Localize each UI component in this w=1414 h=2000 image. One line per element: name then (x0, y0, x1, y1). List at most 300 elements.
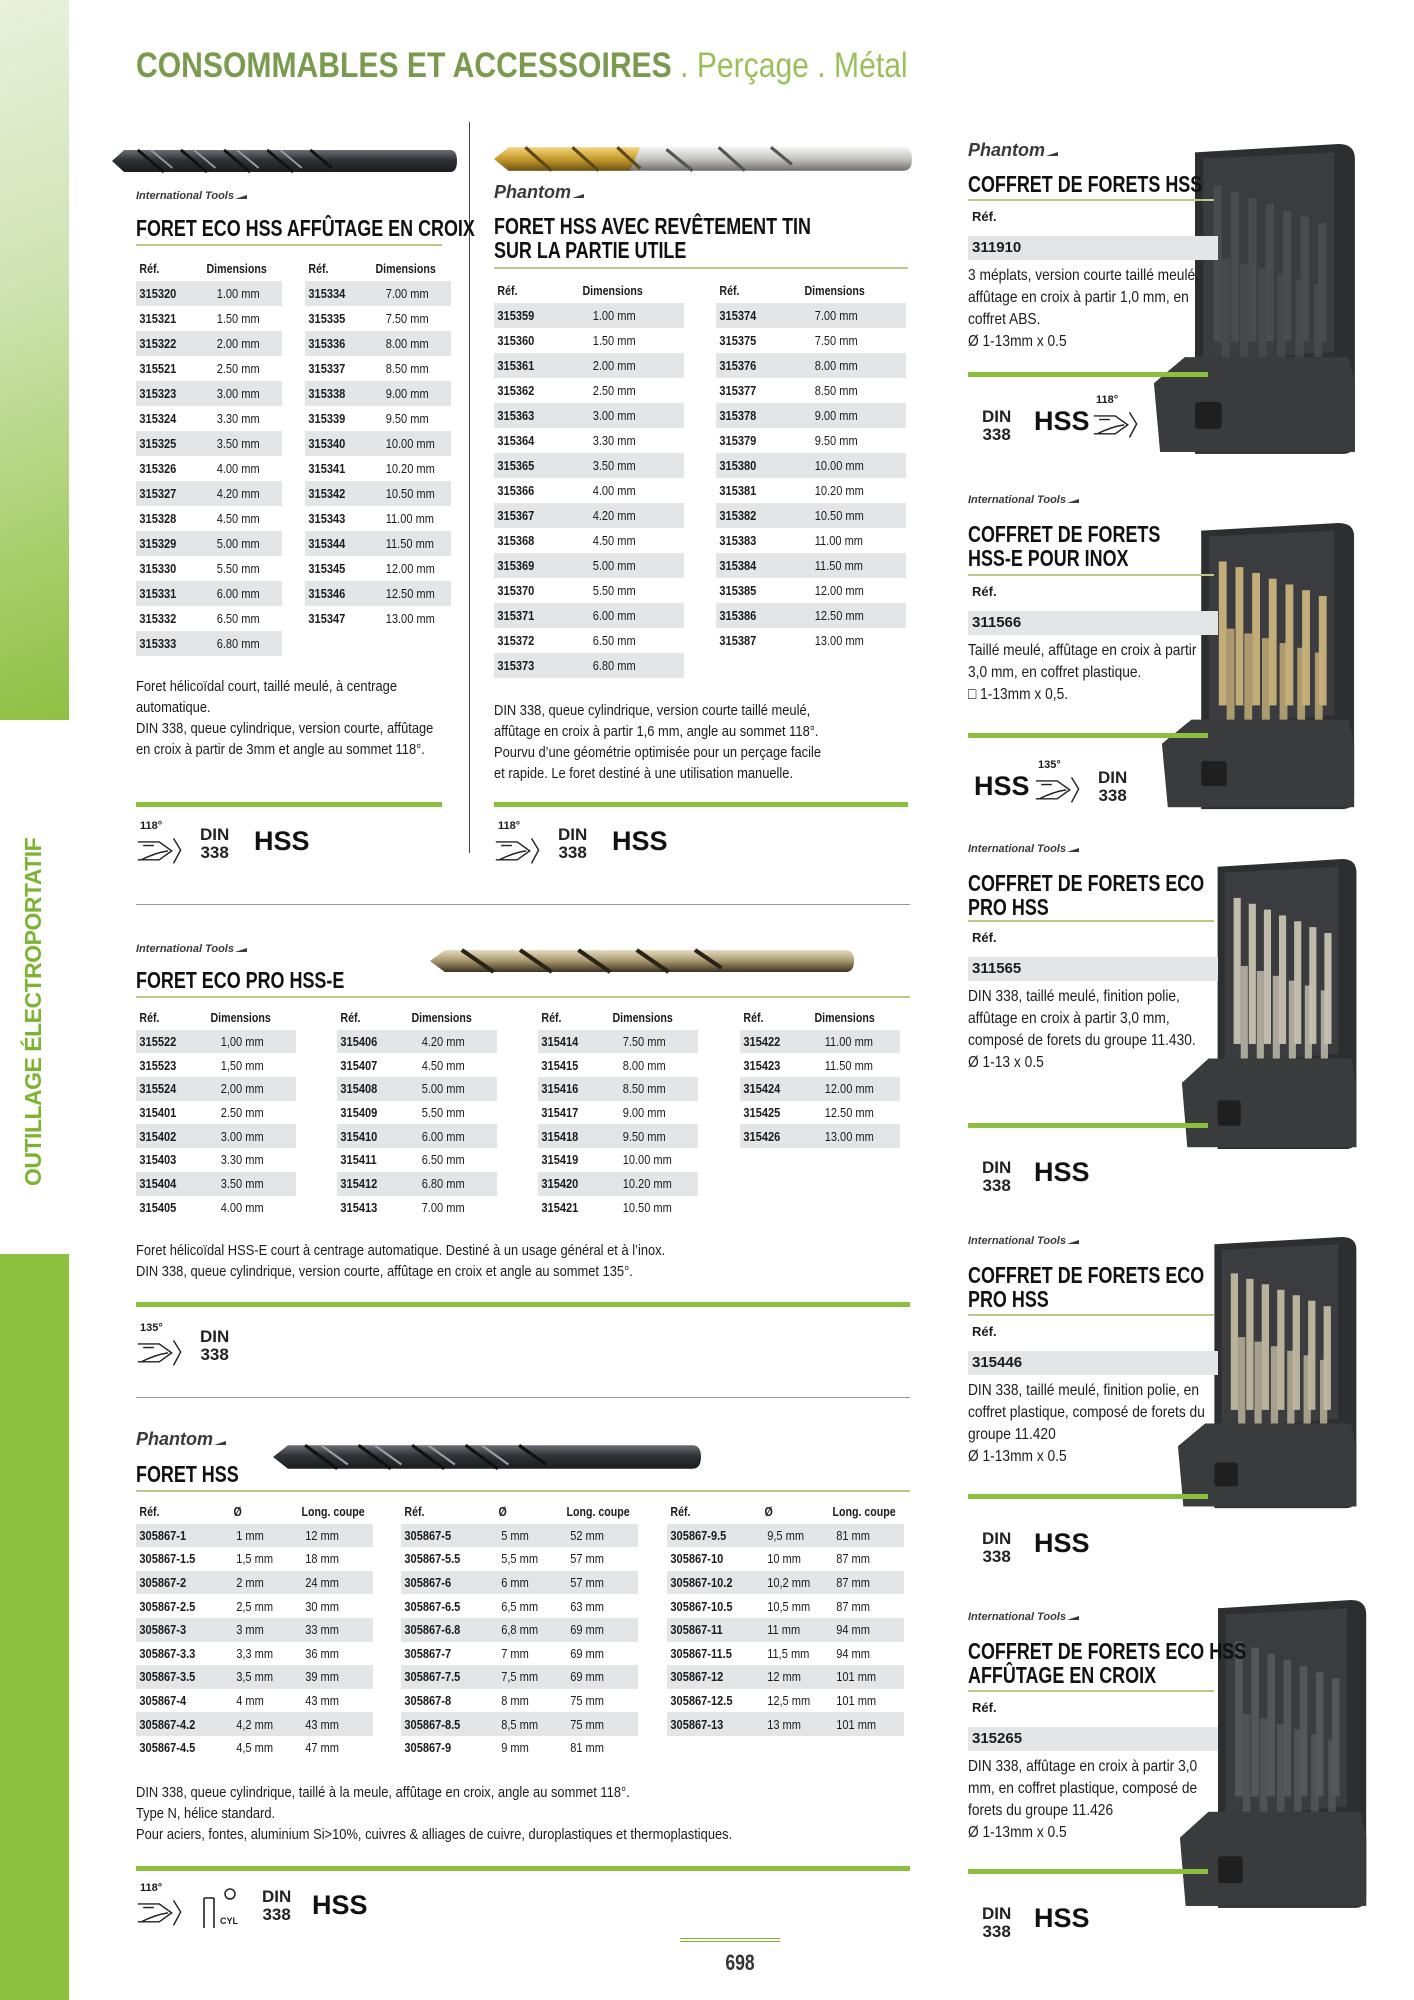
section-divider (136, 1397, 910, 1398)
din-338-badge (262, 1888, 291, 1924)
value-cell: 36 mm (304, 1645, 339, 1661)
value-cell: 5.00 mm (216, 536, 260, 551)
drill-angle-icon (136, 1884, 192, 1930)
description-paragraph: □ 1-13mm x 0,5. (968, 686, 1069, 703)
din-338-badge (558, 826, 587, 862)
value-cell: 7,5 mm (501, 1669, 538, 1685)
table-row (337, 1124, 497, 1148)
table-row (716, 628, 906, 653)
table-row (136, 1594, 373, 1618)
table-row (494, 653, 684, 678)
value-cell: 101 mm (835, 1716, 876, 1732)
spec-table (716, 278, 906, 653)
table-row (136, 1101, 296, 1125)
ref-cell: 315375 (719, 333, 757, 348)
ref-cell: 315345 (308, 561, 346, 576)
column-header: Réf. (139, 1010, 160, 1025)
product-title: FORET HSS (136, 1461, 239, 1487)
value-cell: 6.80 mm (421, 1176, 465, 1192)
table-row (305, 406, 451, 431)
din-338-badge (200, 1328, 229, 1364)
table-row (494, 503, 684, 528)
table-row (494, 528, 684, 553)
hss-badge: HSS (1034, 406, 1090, 436)
table-row (740, 1124, 900, 1148)
drill-angle-icon (136, 1324, 192, 1370)
table-row (401, 1642, 638, 1666)
value-cell: 12.00 mm (824, 1081, 874, 1097)
value-cell: 9.00 mm (385, 386, 429, 401)
value-cell: 10.50 mm (385, 486, 435, 501)
table-row (305, 431, 451, 456)
din-338-badge (982, 1530, 1011, 1566)
spec-table (136, 1500, 373, 1760)
value-cell: 1 mm (236, 1527, 264, 1543)
ref-cell: 315330 (139, 561, 177, 576)
value-cell: 10.20 mm (814, 483, 864, 498)
din-label: DIN (200, 1327, 230, 1346)
value-cell: 75 mm (569, 1693, 604, 1709)
ref-cell: 315323 (139, 386, 177, 401)
column-header: Dimensions (375, 261, 436, 276)
ref-cell: 305867-12.5 (670, 1693, 733, 1709)
ref-cell: 315366 (497, 483, 535, 498)
value-cell: 47 mm (304, 1740, 339, 1756)
value-cell: 1.50 mm (216, 311, 260, 326)
column-header: Long. coupe (832, 1504, 896, 1519)
table-row (136, 556, 282, 581)
green-rule (968, 1494, 1208, 1499)
cylindrical-shank-icon (200, 1888, 236, 1932)
ref-cell: 305867-5 (404, 1527, 452, 1543)
column-header: Long. coupe (301, 1504, 365, 1519)
column-header: Dimensions (411, 1010, 472, 1025)
table-row (136, 1148, 296, 1172)
spec-table (538, 1006, 698, 1219)
value-cell: 9 mm (501, 1740, 529, 1756)
value-cell: 1,5 mm (236, 1551, 273, 1567)
ref-cell: 315362 (497, 383, 535, 398)
value-cell: 6,8 mm (501, 1622, 538, 1638)
drill-image-black (273, 1441, 701, 1473)
din-338-badge (982, 1905, 1011, 1941)
value-cell: 3.50 mm (220, 1176, 264, 1192)
table-row (136, 281, 282, 306)
value-cell: 7.50 mm (622, 1034, 666, 1050)
product-title: COFFRET DE FORETS ECO (968, 870, 1205, 896)
ref-cell: 315404 (139, 1176, 177, 1192)
ref-value: 315265 (968, 1727, 1218, 1751)
spec-table (667, 1500, 904, 1736)
value-cell: 3 mm (236, 1622, 264, 1638)
drill-tip-icon (136, 834, 186, 866)
din-label: DIN (982, 407, 1012, 426)
table-header-row (740, 1006, 900, 1030)
table-row (305, 331, 451, 356)
value-cell: 11 mm (767, 1622, 801, 1638)
page-number-rule (680, 1938, 780, 1942)
value-cell: 43 mm (304, 1716, 339, 1732)
ref-header: Réf. (972, 1700, 997, 1715)
value-cell: 10,5 mm (767, 1598, 811, 1614)
value-cell: 87 mm (835, 1598, 870, 1614)
ref-cell: 305867-12 (670, 1669, 724, 1685)
table-row (136, 1642, 373, 1666)
value-cell: 3.00 mm (216, 386, 260, 401)
ref-cell: 305867-6.5 (404, 1598, 461, 1614)
ref-cell: 305867-1 (139, 1527, 187, 1543)
value-cell: 2,5 mm (236, 1598, 273, 1614)
product-description (136, 1240, 867, 1282)
table-row (136, 481, 282, 506)
table-row (401, 1594, 638, 1618)
value-cell: 6 mm (501, 1575, 529, 1591)
ref-cell: 305867-2.5 (139, 1598, 196, 1614)
title-underline (136, 1490, 910, 1492)
table-row (538, 1148, 698, 1172)
table-row (136, 1547, 373, 1571)
drill-image-tin (494, 143, 912, 175)
product-title: FORET HSS AVEC REVÊTEMENT TIN (494, 213, 811, 239)
table-row (136, 1712, 373, 1736)
table-row (136, 1196, 296, 1220)
ref-cell: 315344 (308, 536, 346, 551)
ref-cell: 315371 (497, 608, 535, 623)
table-row (305, 381, 451, 406)
table-row (401, 1524, 638, 1548)
ref-cell: 315420 (541, 1176, 579, 1192)
table-row (667, 1571, 904, 1595)
product-title-line2: AFFÛTAGE EN CROIX (968, 1662, 1157, 1688)
description-paragraph: Ø 1-13mm x 0.5 (968, 1824, 1067, 1841)
value-cell: 2,00 mm (220, 1081, 264, 1097)
din-number: 338 (200, 843, 229, 862)
table-row (667, 1547, 904, 1571)
table-header-row (337, 1006, 497, 1030)
ref-cell: 305867-4.2 (139, 1716, 196, 1732)
ref-cell: 315328 (139, 511, 177, 526)
ref-cell: 315359 (497, 308, 535, 323)
section-divider (136, 904, 910, 905)
table-row (716, 503, 906, 528)
din-label: DIN (982, 1904, 1012, 1923)
column-header: Réf. (139, 1504, 160, 1519)
ref-cell: 315338 (308, 386, 346, 401)
description-paragraph: DIN 338, queue cylindrique, version courte taillé meulé, affûtage en croix à partir 1,6 mm, angle au sommet 118°. Pourvu d’une géométrie optimisée pour un perçage facile et rapide. Le foret destiné à une utilisation manuelle. (494, 702, 822, 782)
table-row (305, 606, 451, 631)
product-title-line2: PRO HSS (968, 894, 1049, 920)
table-row (136, 1689, 373, 1713)
ref-value: 315446 (968, 1351, 1218, 1375)
value-cell: 8 mm (501, 1693, 529, 1709)
table-row (305, 531, 451, 556)
table-row (740, 1077, 900, 1101)
value-cell: 3.30 mm (216, 411, 260, 426)
value-cell: 7.00 mm (385, 286, 429, 301)
value-cell: 87 mm (835, 1575, 870, 1591)
title-underline (968, 920, 1214, 922)
cyl-label: CYL (220, 1916, 238, 1926)
value-cell: 10 mm (767, 1551, 801, 1567)
table-row (401, 1665, 638, 1689)
ref-cell: 315341 (308, 461, 346, 476)
value-cell: 9.50 mm (622, 1128, 666, 1144)
value-cell: 11.50 mm (814, 558, 864, 573)
spec-table (136, 1006, 296, 1219)
page-title (136, 46, 908, 86)
ref-header: Réf. (972, 1324, 997, 1339)
value-cell: 11.00 mm (814, 533, 864, 548)
value-cell: 2.50 mm (220, 1105, 264, 1121)
value-cell: 18 mm (304, 1551, 339, 1567)
din-label: DIN (982, 1529, 1012, 1548)
value-cell: 3,5 mm (236, 1669, 273, 1685)
value-cell: 13.00 mm (385, 611, 435, 626)
ref-cell: 315422 (743, 1034, 781, 1050)
column-header: Ø (764, 1504, 773, 1519)
value-cell: 6.80 mm (592, 658, 636, 673)
table-row (136, 1030, 296, 1054)
value-cell: 57 mm (569, 1575, 604, 1591)
value-cell: 4,2 mm (236, 1716, 273, 1732)
description-paragraph: DIN 338, taillé meulé, finition polie, affûtage en croix à partir 3,0 mm, composé de forets du groupe 11.430. (968, 988, 1196, 1049)
value-cell: 2.00 mm (592, 358, 636, 373)
spec-table (305, 256, 451, 631)
ref-value: 311910 (968, 236, 1218, 260)
value-cell: 1.50 mm (592, 333, 636, 348)
value-cell: 101 mm (835, 1693, 876, 1709)
ref-cell: 315407 (340, 1057, 378, 1073)
ref-cell: 315333 (139, 636, 177, 651)
brand-logo: International Tools (968, 1611, 1079, 1623)
description-paragraph: DIN 338, taillé meulé, finition polie, en coffret plastique, composé de forets du groupe 11.420 (968, 1382, 1205, 1443)
table-row (716, 378, 906, 403)
ref-cell: 305867-11.5 (670, 1645, 732, 1661)
value-cell: 5 mm (501, 1527, 529, 1543)
table-row (538, 1196, 698, 1220)
ref-header: Réf. (972, 930, 997, 945)
value-cell: 5.50 mm (592, 583, 636, 598)
table-row (136, 306, 282, 331)
hss-badge: HSS (1034, 1903, 1090, 1933)
value-cell: 101 mm (835, 1669, 876, 1685)
column-header: Dimensions (210, 1010, 271, 1025)
product-title: COFFRET DE FORETS (968, 521, 1161, 547)
table-row (494, 328, 684, 353)
value-cell: 4.20 mm (592, 508, 636, 523)
value-cell: 8.50 mm (814, 383, 858, 398)
value-cell: 6.50 mm (592, 633, 636, 648)
column-header: Réf. (719, 283, 740, 298)
table-row (716, 553, 906, 578)
ref-cell: 315385 (719, 583, 757, 598)
description-paragraph: 3 méplats, version courte taillé meulé, affûtage en croix à partir 1,0 mm, en coffret ABS. (968, 267, 1199, 328)
table-row (494, 303, 684, 328)
hss-badge: HSS (312, 1890, 368, 1920)
value-cell: 6.50 mm (421, 1152, 465, 1168)
din-number: 338 (982, 425, 1011, 444)
ref-cell: 315411 (340, 1152, 377, 1168)
angle-value: 118° (140, 1882, 163, 1894)
value-cell: 12.50 mm (824, 1105, 874, 1121)
ref-cell: 305867-7 (404, 1645, 452, 1661)
ref-cell: 305867-5.5 (404, 1551, 461, 1567)
drill-tip-icon (1092, 408, 1142, 440)
hss-badge: HSS (974, 771, 1030, 801)
ref-cell: 315415 (541, 1057, 579, 1073)
value-cell: 6.50 mm (216, 611, 260, 626)
ref-value: 311566 (968, 611, 1218, 635)
product-description (968, 265, 1209, 353)
value-cell: 5,5 mm (501, 1551, 538, 1567)
value-cell: 4.50 mm (216, 511, 260, 526)
value-cell: 69 mm (569, 1622, 604, 1638)
table-row (305, 481, 451, 506)
drill-tip-icon (494, 834, 544, 866)
ref-cell: 315377 (719, 383, 757, 398)
ref-cell: 315401 (139, 1105, 177, 1121)
ref-header: Réf. (972, 209, 997, 224)
value-cell: 3.50 mm (592, 458, 636, 473)
value-cell: 10.20 mm (622, 1176, 672, 1192)
value-cell: 8.50 mm (622, 1081, 666, 1097)
din-number: 338 (558, 843, 587, 862)
value-cell: 12.00 mm (385, 561, 435, 576)
ref-cell: 315365 (497, 458, 535, 473)
table-row (401, 1736, 638, 1760)
table-header-row (716, 278, 906, 303)
value-cell: 6.80 mm (216, 636, 260, 651)
ref-cell: 315346 (308, 586, 346, 601)
sidebar-band (0, 1254, 69, 2000)
title-underline (968, 199, 1214, 201)
ref-cell: 305867-7.5 (404, 1669, 461, 1685)
value-cell: 13.00 mm (814, 633, 864, 648)
brand-logo: Phantom (968, 140, 1058, 161)
value-cell: 11.00 mm (824, 1034, 874, 1050)
product-title: FORET ECO HSS AFFÛTAGE EN CROIX (136, 215, 475, 241)
green-rule (136, 1302, 910, 1307)
table-row (494, 603, 684, 628)
table-row (337, 1172, 497, 1196)
page-title-subcategory: . Perçage . Métal (671, 46, 908, 85)
column-header: Dimensions (814, 1010, 875, 1025)
value-cell: 13 mm (767, 1716, 801, 1732)
column-header: Réf. (497, 283, 518, 298)
brand-logo: International Tools (136, 943, 247, 955)
ref-cell: 305867-2 (139, 1575, 187, 1591)
value-cell: 10.00 mm (622, 1152, 672, 1168)
ref-cell: 315403 (139, 1152, 177, 1168)
value-cell: 5.00 mm (421, 1081, 465, 1097)
table-row (538, 1124, 698, 1148)
value-cell: 12.00 mm (814, 583, 864, 598)
ref-cell: 315331 (139, 586, 177, 601)
table-row (494, 578, 684, 603)
value-cell: 3.30 mm (592, 433, 636, 448)
sidebar-texture (0, 0, 69, 720)
value-cell: 4.00 mm (216, 461, 260, 476)
ref-cell: 315417 (541, 1105, 579, 1121)
ref-cell: 315379 (719, 433, 757, 448)
table-row (494, 428, 684, 453)
spec-table (136, 256, 282, 656)
ref-cell: 315406 (340, 1034, 378, 1050)
value-cell: 9.00 mm (814, 408, 858, 423)
table-row (305, 306, 451, 331)
value-cell: 8.00 mm (814, 358, 858, 373)
table-row (136, 506, 282, 531)
table-row (538, 1077, 698, 1101)
green-rule (968, 733, 1208, 738)
ref-cell: 305867-10.2 (670, 1575, 733, 1591)
value-cell: 81 mm (835, 1527, 870, 1543)
title-underline (136, 244, 442, 246)
value-cell: 6.00 mm (216, 586, 260, 601)
spec-table (337, 1006, 497, 1219)
ref-value: 311565 (968, 957, 1218, 981)
drill-angle-icon (1034, 761, 1090, 807)
hss-badge: HSS (254, 826, 310, 856)
table-row (136, 1172, 296, 1196)
table-row (136, 331, 282, 356)
din-338-badge (982, 1159, 1011, 1195)
drill-tip-icon (1034, 773, 1084, 805)
table-row (740, 1101, 900, 1125)
value-cell: 3.30 mm (220, 1152, 264, 1168)
value-cell: 8,5 mm (501, 1716, 538, 1732)
value-cell: 57 mm (569, 1551, 604, 1567)
product-description (968, 1380, 1209, 1468)
table-row (305, 356, 451, 381)
drill-image-cobalt (430, 946, 854, 976)
ref-cell: 315329 (139, 536, 177, 551)
table-row (136, 531, 282, 556)
drill-angle-icon (494, 822, 550, 868)
angle-value: 118° (140, 820, 163, 832)
value-cell: 75 mm (569, 1716, 604, 1732)
ref-cell: 315374 (719, 308, 757, 323)
table-header-row (401, 1500, 638, 1524)
title-underline (968, 1314, 1214, 1316)
table-row (494, 353, 684, 378)
value-cell: 2.00 mm (216, 336, 260, 351)
table-row (136, 1124, 296, 1148)
value-cell: 11.50 mm (385, 536, 435, 551)
ref-cell: 315369 (497, 558, 535, 573)
page-title-category: CONSOMMABLES ET ACCESSOIRES (136, 46, 672, 85)
table-row (667, 1689, 904, 1713)
value-cell: 2.50 mm (592, 383, 636, 398)
description-paragraph: Foret hélicoïdal court, taillé meulé, à centrage automatique. (136, 678, 398, 716)
green-rule (968, 1869, 1208, 1874)
ref-cell: 315409 (340, 1105, 378, 1121)
table-row (740, 1053, 900, 1077)
table-row (401, 1571, 638, 1595)
ref-cell: 305867-1.5 (139, 1551, 196, 1567)
angle-value: 118° (1096, 394, 1119, 406)
title-underline (494, 267, 908, 269)
ref-cell: 315412 (340, 1176, 378, 1192)
value-cell: 10,2 mm (767, 1575, 811, 1591)
value-cell: 4.20 mm (421, 1034, 465, 1050)
value-cell: 1.00 mm (592, 308, 636, 323)
value-cell: 81 mm (569, 1740, 604, 1756)
din-label: DIN (558, 825, 588, 844)
column-header: Réf. (670, 1504, 691, 1519)
column-header: Dimensions (206, 261, 267, 276)
description-paragraph: DIN 338, affûtage en croix à partir 3,0 mm, en coffret plastique, composé de forets du groupe 11.426 (968, 1758, 1198, 1819)
